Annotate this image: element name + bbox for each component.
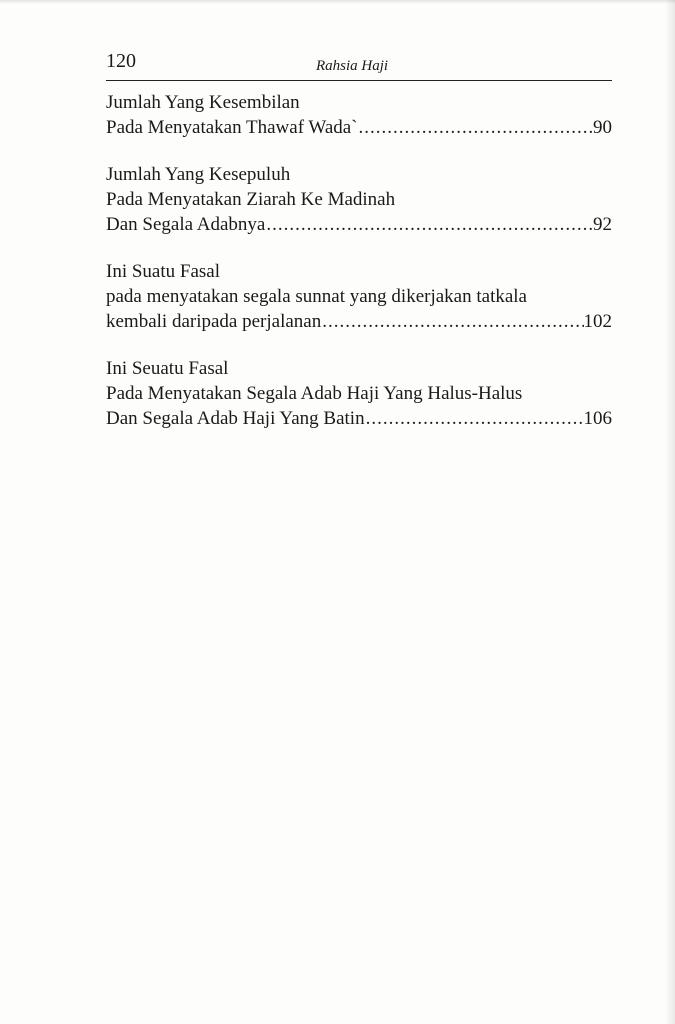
dot-leader — [321, 309, 583, 334]
toc-entry-subtitle: pada menyatakan segala sunnat yang dikerjakan tatkala — [106, 286, 527, 307]
toc-entry-title-line — [106, 115, 612, 140]
toc-entry-title-line — [106, 212, 612, 237]
toc-entry-title-line — [106, 406, 612, 431]
toc-entry-heading: Ini Suatu Fasal — [106, 261, 220, 282]
toc-entry-ziarah-madinah — [106, 162, 612, 237]
toc-entry-title: Pada Menyatakan Thawaf Wada` — [106, 117, 358, 138]
page-header — [106, 50, 612, 81]
page-number: 120 — [106, 50, 136, 72]
toc-entry-heading: Jumlah Yang Kesepuluh — [106, 164, 291, 185]
dot-leader — [365, 406, 584, 431]
toc-page-number: 102 — [583, 311, 612, 332]
toc-entry-subtitle: Pada Menyatakan Ziarah Ke Madinah — [106, 189, 396, 210]
toc-page-number: 106 — [583, 408, 612, 429]
toc-entry-sunnat-kembali — [106, 259, 612, 334]
toc-entry-title: kembali daripada perjalanan — [106, 311, 322, 332]
toc-entry-heading: Ini Seuatu Fasal — [106, 358, 229, 379]
toc-entry-thawaf-wada — [106, 90, 612, 140]
page-right-edge — [665, 0, 675, 1024]
table-of-contents — [106, 90, 612, 453]
toc-entry-title-line — [106, 309, 612, 334]
running-title: Rahsia Haji — [316, 58, 389, 74]
dot-leader — [265, 212, 593, 237]
toc-entry-heading: Jumlah Yang Kesembilan — [106, 92, 300, 113]
toc-entry-adab-haji — [106, 356, 612, 431]
toc-page-number: 90 — [593, 117, 612, 138]
toc-entry-subtitle: Pada Menyatakan Segala Adab Haji Yang Halus-Halus — [106, 383, 523, 404]
dot-leader — [358, 115, 593, 140]
toc-entry-title: Dan Segala Adabnya — [106, 214, 266, 235]
toc-page-number: 92 — [593, 214, 612, 235]
page-top-edge — [0, 0, 675, 4]
toc-entry-title: Dan Segala Adab Haji Yang Batin — [106, 408, 365, 429]
